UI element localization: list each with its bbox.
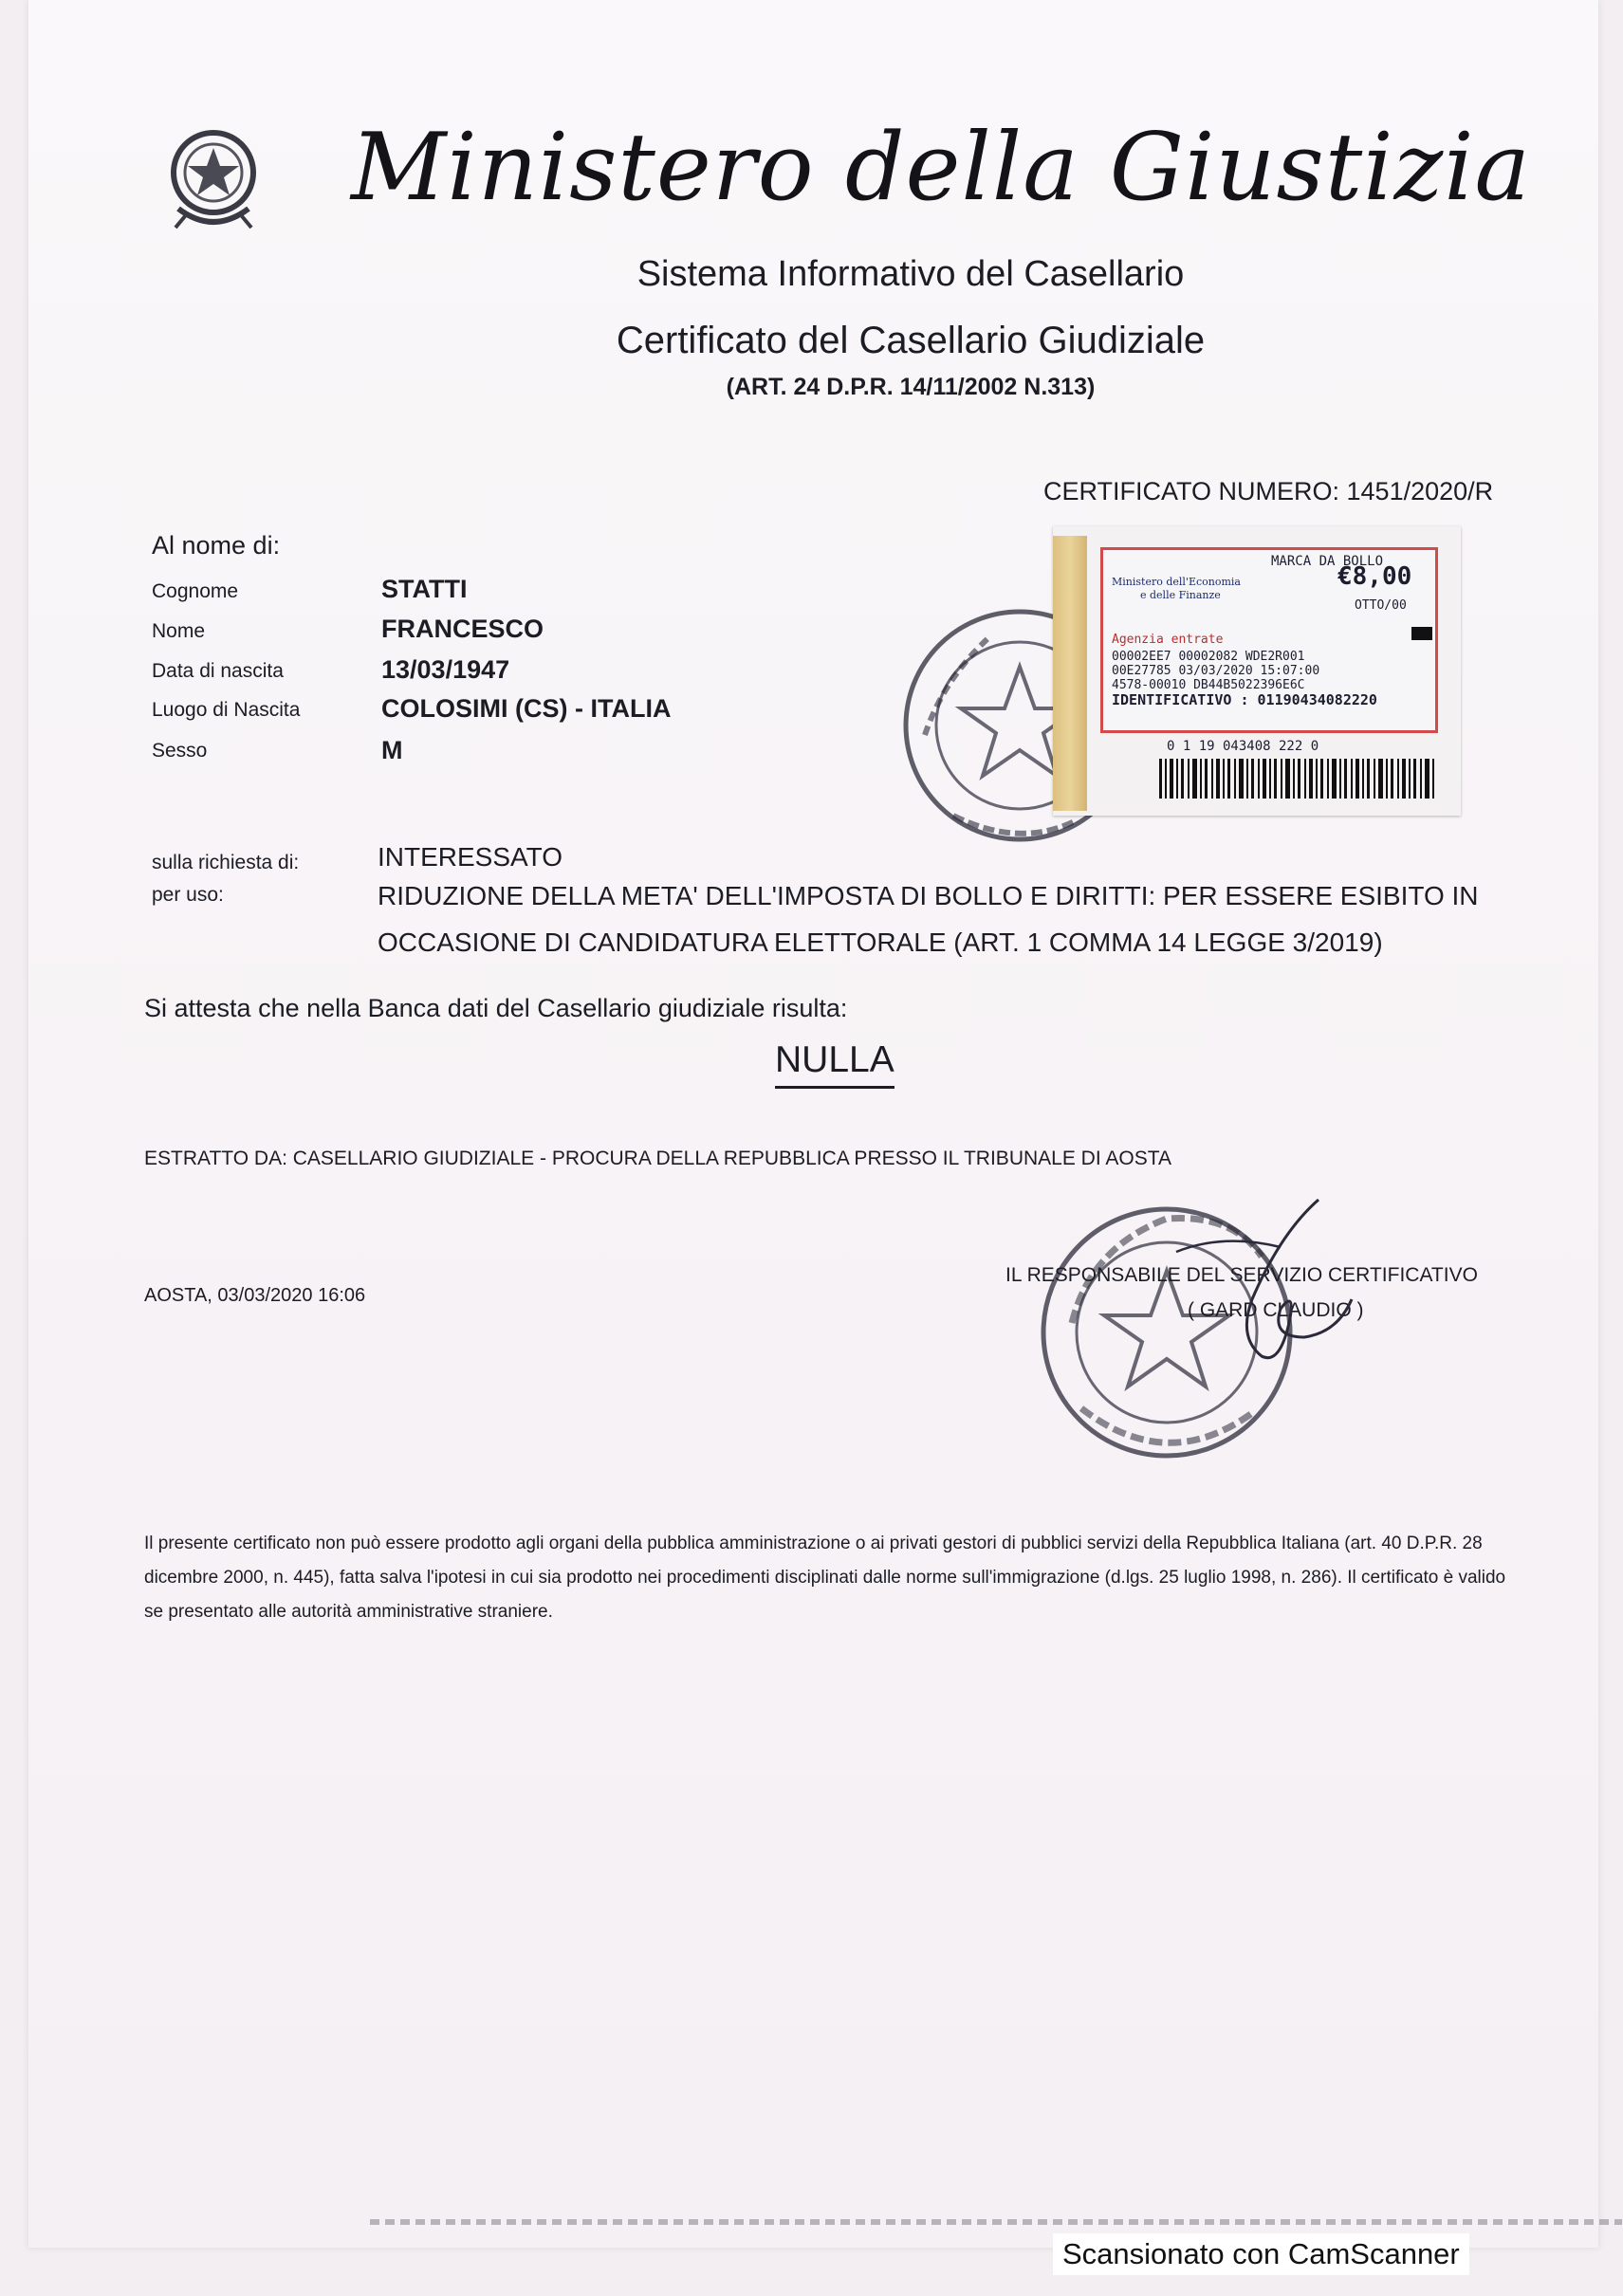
revenue-stamp-black-mark [1411, 627, 1432, 640]
use-label: per uso: [152, 884, 224, 906]
first-name-value: FRANCESCO [381, 615, 544, 643]
revenue-stamp-barcode-number: 0 1 19 043408 222 0 [1167, 739, 1319, 754]
birth-place-label: Luogo di Nascita [152, 699, 301, 721]
law-reference: (ART. 24 D.P.R. 14/11/2002 N.313) [726, 374, 1096, 400]
requested-by-label: sulla richiesta di: [152, 852, 300, 873]
sex-value: M [381, 736, 403, 764]
revenue-stamp-codes-3: 4578-00010 DB44B5022396E6C [1112, 678, 1305, 692]
legal-footer-note: Il presente certificato non può essere prodotto agli organi della pubblica amministrazione o ai privati gestori di pubblici servizi della Repubblica Italiana (art. 40 D.P.R. 28 dicembre 2000, n. 445), fatta salva l'ipotesi in cui sia prodotto nei procedimenti disciplinati dalle norme sull'immigrazione (d.lgs. 25 luglio 1998, n. 286). Il certificato è valido se presentato alle autorità amministrative straniere. [144, 1534, 1506, 1622]
certificate-number: CERTIFICATO NUMERO: 1451/2020/R [1043, 477, 1494, 505]
handwritten-signature-icon [1138, 1195, 1366, 1375]
revenue-stamp-heading: MARCA DA BOLLO [1271, 554, 1384, 569]
birth-place-value: COLOSIMI (CS) - ITALIA [381, 694, 672, 723]
certificate-page [28, 0, 1598, 2248]
revenue-stamp-codes-2: 00E27785 03/03/2020 15:07:00 [1112, 664, 1320, 678]
revenue-stamp [1053, 526, 1461, 816]
revenue-stamp-codes-1: 00002EE7 00002082 WDE2R001 [1112, 650, 1305, 664]
extract-source: ESTRATTO DA: CASELLARIO GIUDIZIALE - PROCURA DELLA REPUBBLICA PRESSO IL TRIBUNALE DI AOSTA [144, 1148, 1171, 1169]
scan-edge-artifact [370, 2219, 1622, 2225]
ministry-heading: Ministero della Giustizia [351, 114, 1531, 222]
result-value: NULLA [775, 1039, 894, 1089]
sex-label: Sesso [152, 740, 208, 762]
revenue-stamp-issuer-line1: Ministero dell'Economia [1112, 576, 1241, 588]
revenue-stamp-agency: Agenzia entrate [1112, 633, 1224, 647]
barcode-icon [1159, 759, 1444, 799]
surname-label: Cognome [152, 580, 239, 602]
revenue-stamp-issuer-line2: e delle Finanze [1140, 589, 1221, 601]
revenue-stamp-amount: €8,00 [1337, 562, 1412, 591]
first-name-label: Nome [152, 620, 206, 642]
italian-republic-emblem-icon [161, 123, 266, 237]
revenue-stamp-identifier: IDENTIFICATIVO : 01190434082220 [1112, 691, 1377, 708]
use-value: RIDUZIONE DELLA META' DELL'IMPOSTA DI BOLLO E DIRITTI: PER ESSERE ESIBITO IN OCCASIONE DI CANDIDATURA ELETTORALE (ART. 1 COMMA 14 LEGGE 3/2019) [378, 881, 1479, 957]
requested-by-value: INTERESSATO [378, 842, 563, 872]
adhesive-tape [1053, 536, 1087, 811]
attestation-text: Si attesta che nella Banca dati del Casellario giudiziale risulta: [144, 994, 848, 1022]
place-and-date: AOSTA, 03/03/2020 16:06 [144, 1285, 366, 1306]
signatory-name: ( GARD CLAUDIO ) [1188, 1299, 1364, 1321]
revenue-stamp-amount-words: OTTO/00 [1355, 598, 1407, 613]
system-name: Sistema Informativo del Casellario [636, 254, 1185, 294]
birth-date-value: 13/03/1947 [381, 655, 510, 684]
subject-section-label: Al nome di: [152, 531, 281, 560]
scanner-watermark: Scansionato con CamScanner [1053, 2233, 1469, 2275]
certificate-title: Certificato del Casellario Giudiziale [616, 320, 1206, 361]
birth-date-label: Data di nascita [152, 660, 284, 682]
signatory-role: IL RESPONSABILE DEL SERVIZIO CERTIFICATIVO [1005, 1264, 1478, 1286]
surname-value: STATTI [381, 575, 468, 603]
